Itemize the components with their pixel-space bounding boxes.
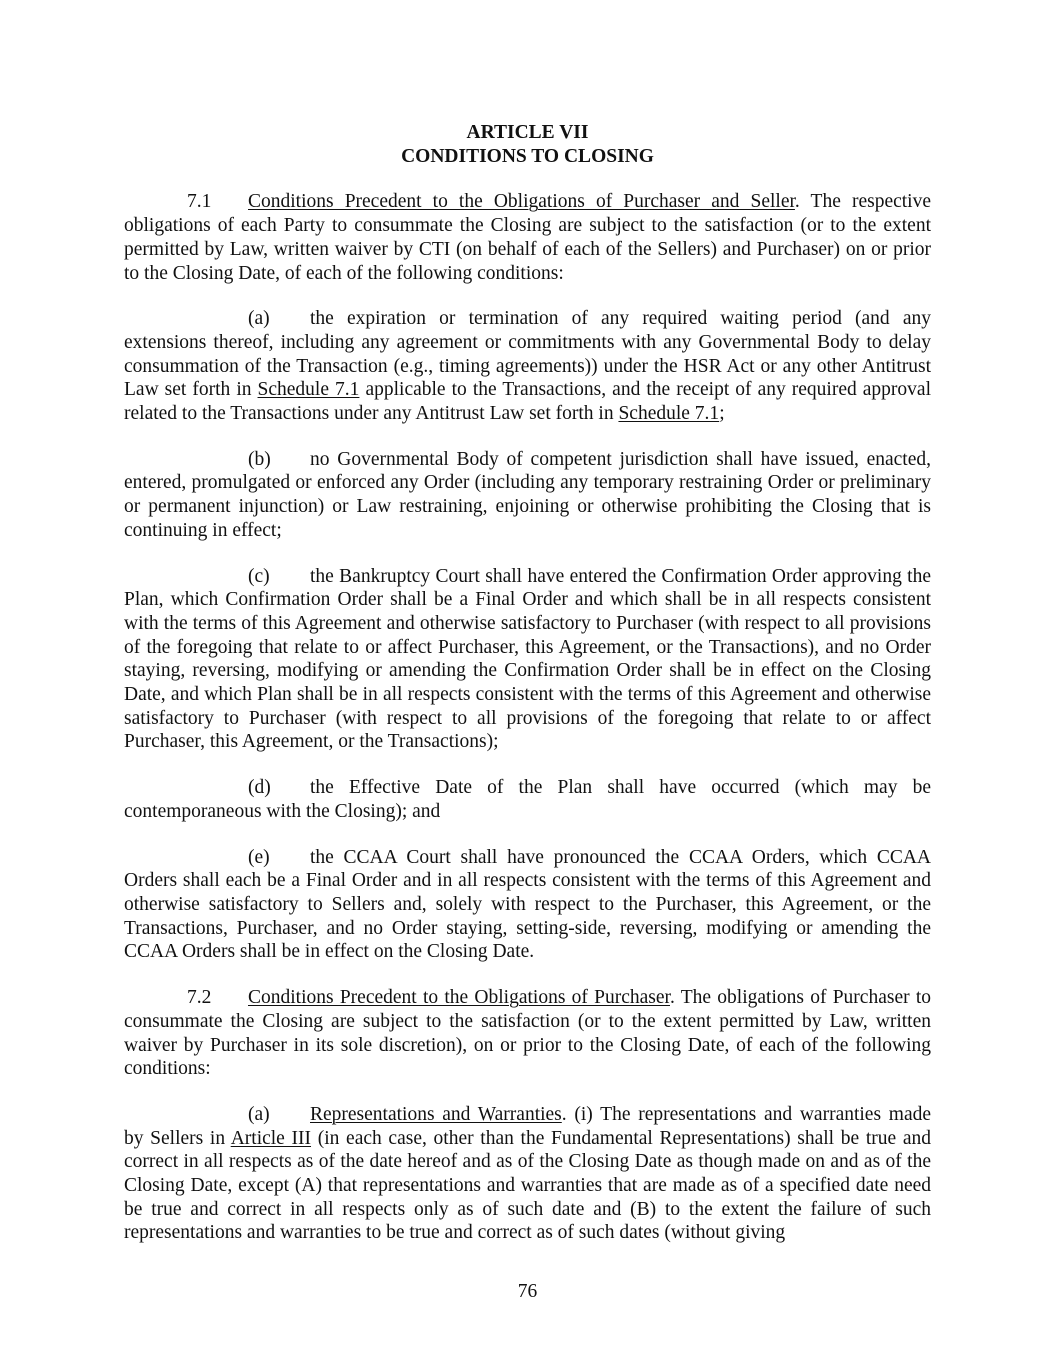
clause-text: the expiration or termination of any required waiting period (and any extensions thereof, including any agreement or commitments with any Governmental Body to delay consummation of the Transaction (e.g., timing agreements)) under the HSR Act or any other Antitrust Law set forth in bbox=[124, 308, 931, 401]
clause-text: no Governmental Body of competent jurisdiction shall have issued, enacted, entered, promulgated or enforced any Order (including any temporary restraining Order or preliminary or permanent injunction) or Law restraining, enjoining or otherwise prohibiting the Closing that is continuing in effect; bbox=[124, 448, 931, 541]
schedule-reference: Schedule 7.1 bbox=[618, 403, 720, 425]
page-number: 76 bbox=[517, 1281, 538, 1302]
section-text: . The obligations of Purchaser to consummate the Closing are subject to the satisfaction (or to the extent permitted by Law, written waiver by Purchaser in its sole discretion), on or prior to the Closing Date, of each of the following conditions: bbox=[124, 987, 931, 1080]
clause-text: . (i) The representations and warranties made by Sellers in bbox=[124, 1103, 932, 1149]
clause-7-1-b bbox=[124, 448, 931, 543]
schedule-reference: Schedule 7.1 bbox=[257, 379, 360, 401]
clause-label: (d) bbox=[248, 777, 271, 799]
section-7-2 bbox=[124, 986, 931, 1081]
clause-text: the Bankruptcy Court shall have entered the Confirmation Order approving the Plan, which Confirmation Order shall be a Final Order and which shall be in all respects consistent with the terms of this Agreement and otherwise satisfactory to Purchaser (with respect to all provisions of the foregoing that relate to or affect Purchaser, this Agreement, or the Transactions), and no Order staying, reversing, modifying or amending the Confirmation Order shall be in effect on the Closing Date, and which Plan shall be in all respects consistent with the terms of this Agreement and otherwise satisfactory to Purchaser (with respect to all provisions of the foregoing that relate to or affect Purchaser, this Agreement, or the Transactions); bbox=[124, 565, 931, 753]
article-number: ARTICLE VII bbox=[466, 122, 589, 143]
clause-text: the CCAA Court shall have pronounced the CCAA Orders, which CCAA Orders shall each be a Final Order and in all respects consistent with the terms of this Agreement and otherwise satisfactory to Sellers and, solely with respect to the Purchaser, this Agreement, or the Transactions, Purchaser, and no Order staying, setting-side, reversing, modifying or amending the CCAA Orders shall be in effect on the Closing Date. bbox=[124, 846, 931, 963]
section-text: . The respective obligations of each Party to consummate the Closing are subject to the satisfaction (or to the extent permitted by Law, written waiver by CTI (on behalf of each of the Sellers) and Purchaser) on or prior to the Closing Date, of each of the following conditions: bbox=[124, 191, 931, 284]
clause-label: (e) bbox=[248, 846, 270, 868]
clause-7-1-c bbox=[124, 565, 931, 755]
section-7-1 bbox=[124, 190, 931, 285]
clause-7-1-a bbox=[124, 307, 931, 426]
clause-heading: Representations and Warranties bbox=[310, 1103, 562, 1125]
clause-7-2-a bbox=[124, 1103, 931, 1245]
section-heading: Conditions Precedent to the Obligations of Purchaser bbox=[248, 987, 670, 1009]
article-reference: Article III bbox=[230, 1127, 312, 1149]
clause-label: (a) bbox=[248, 1103, 270, 1125]
clause-label: (a) bbox=[248, 308, 270, 330]
clause-label: (c) bbox=[248, 565, 270, 587]
section-number: 7.1 bbox=[187, 191, 212, 213]
clause-7-1-e bbox=[124, 846, 931, 965]
clause-7-1-d bbox=[124, 776, 931, 823]
clause-text: the Effective Date of the Plan shall have occurred (which may be contemporaneous with the Closing); and bbox=[124, 777, 931, 822]
clause-text: applicable to the Transactions, and the receipt of any required approval related to the Transactions under any Antitrust Law set forth in bbox=[124, 379, 931, 425]
article-title: CONDITIONS TO CLOSING bbox=[401, 145, 654, 167]
section-number: 7.2 bbox=[187, 987, 212, 1009]
clause-text: (in each case, other than the Fundamental Representations) shall be true and correct in all respects as of the date hereof and as of the Closing Date as though made on and as of the Closing Date, except (A) that representations and warranties that are made as of a specified date need be true and correct in all respects only as of such date and (B) to the extent the failure of such representations and warranties to be true and correct as of such dates (without giving bbox=[124, 1127, 931, 1244]
section-heading: Conditions Precedent to the Obligations of Purchaser and Seller bbox=[248, 191, 795, 213]
clause-label: (b) bbox=[248, 448, 271, 470]
clause-text: ; bbox=[719, 403, 725, 425]
